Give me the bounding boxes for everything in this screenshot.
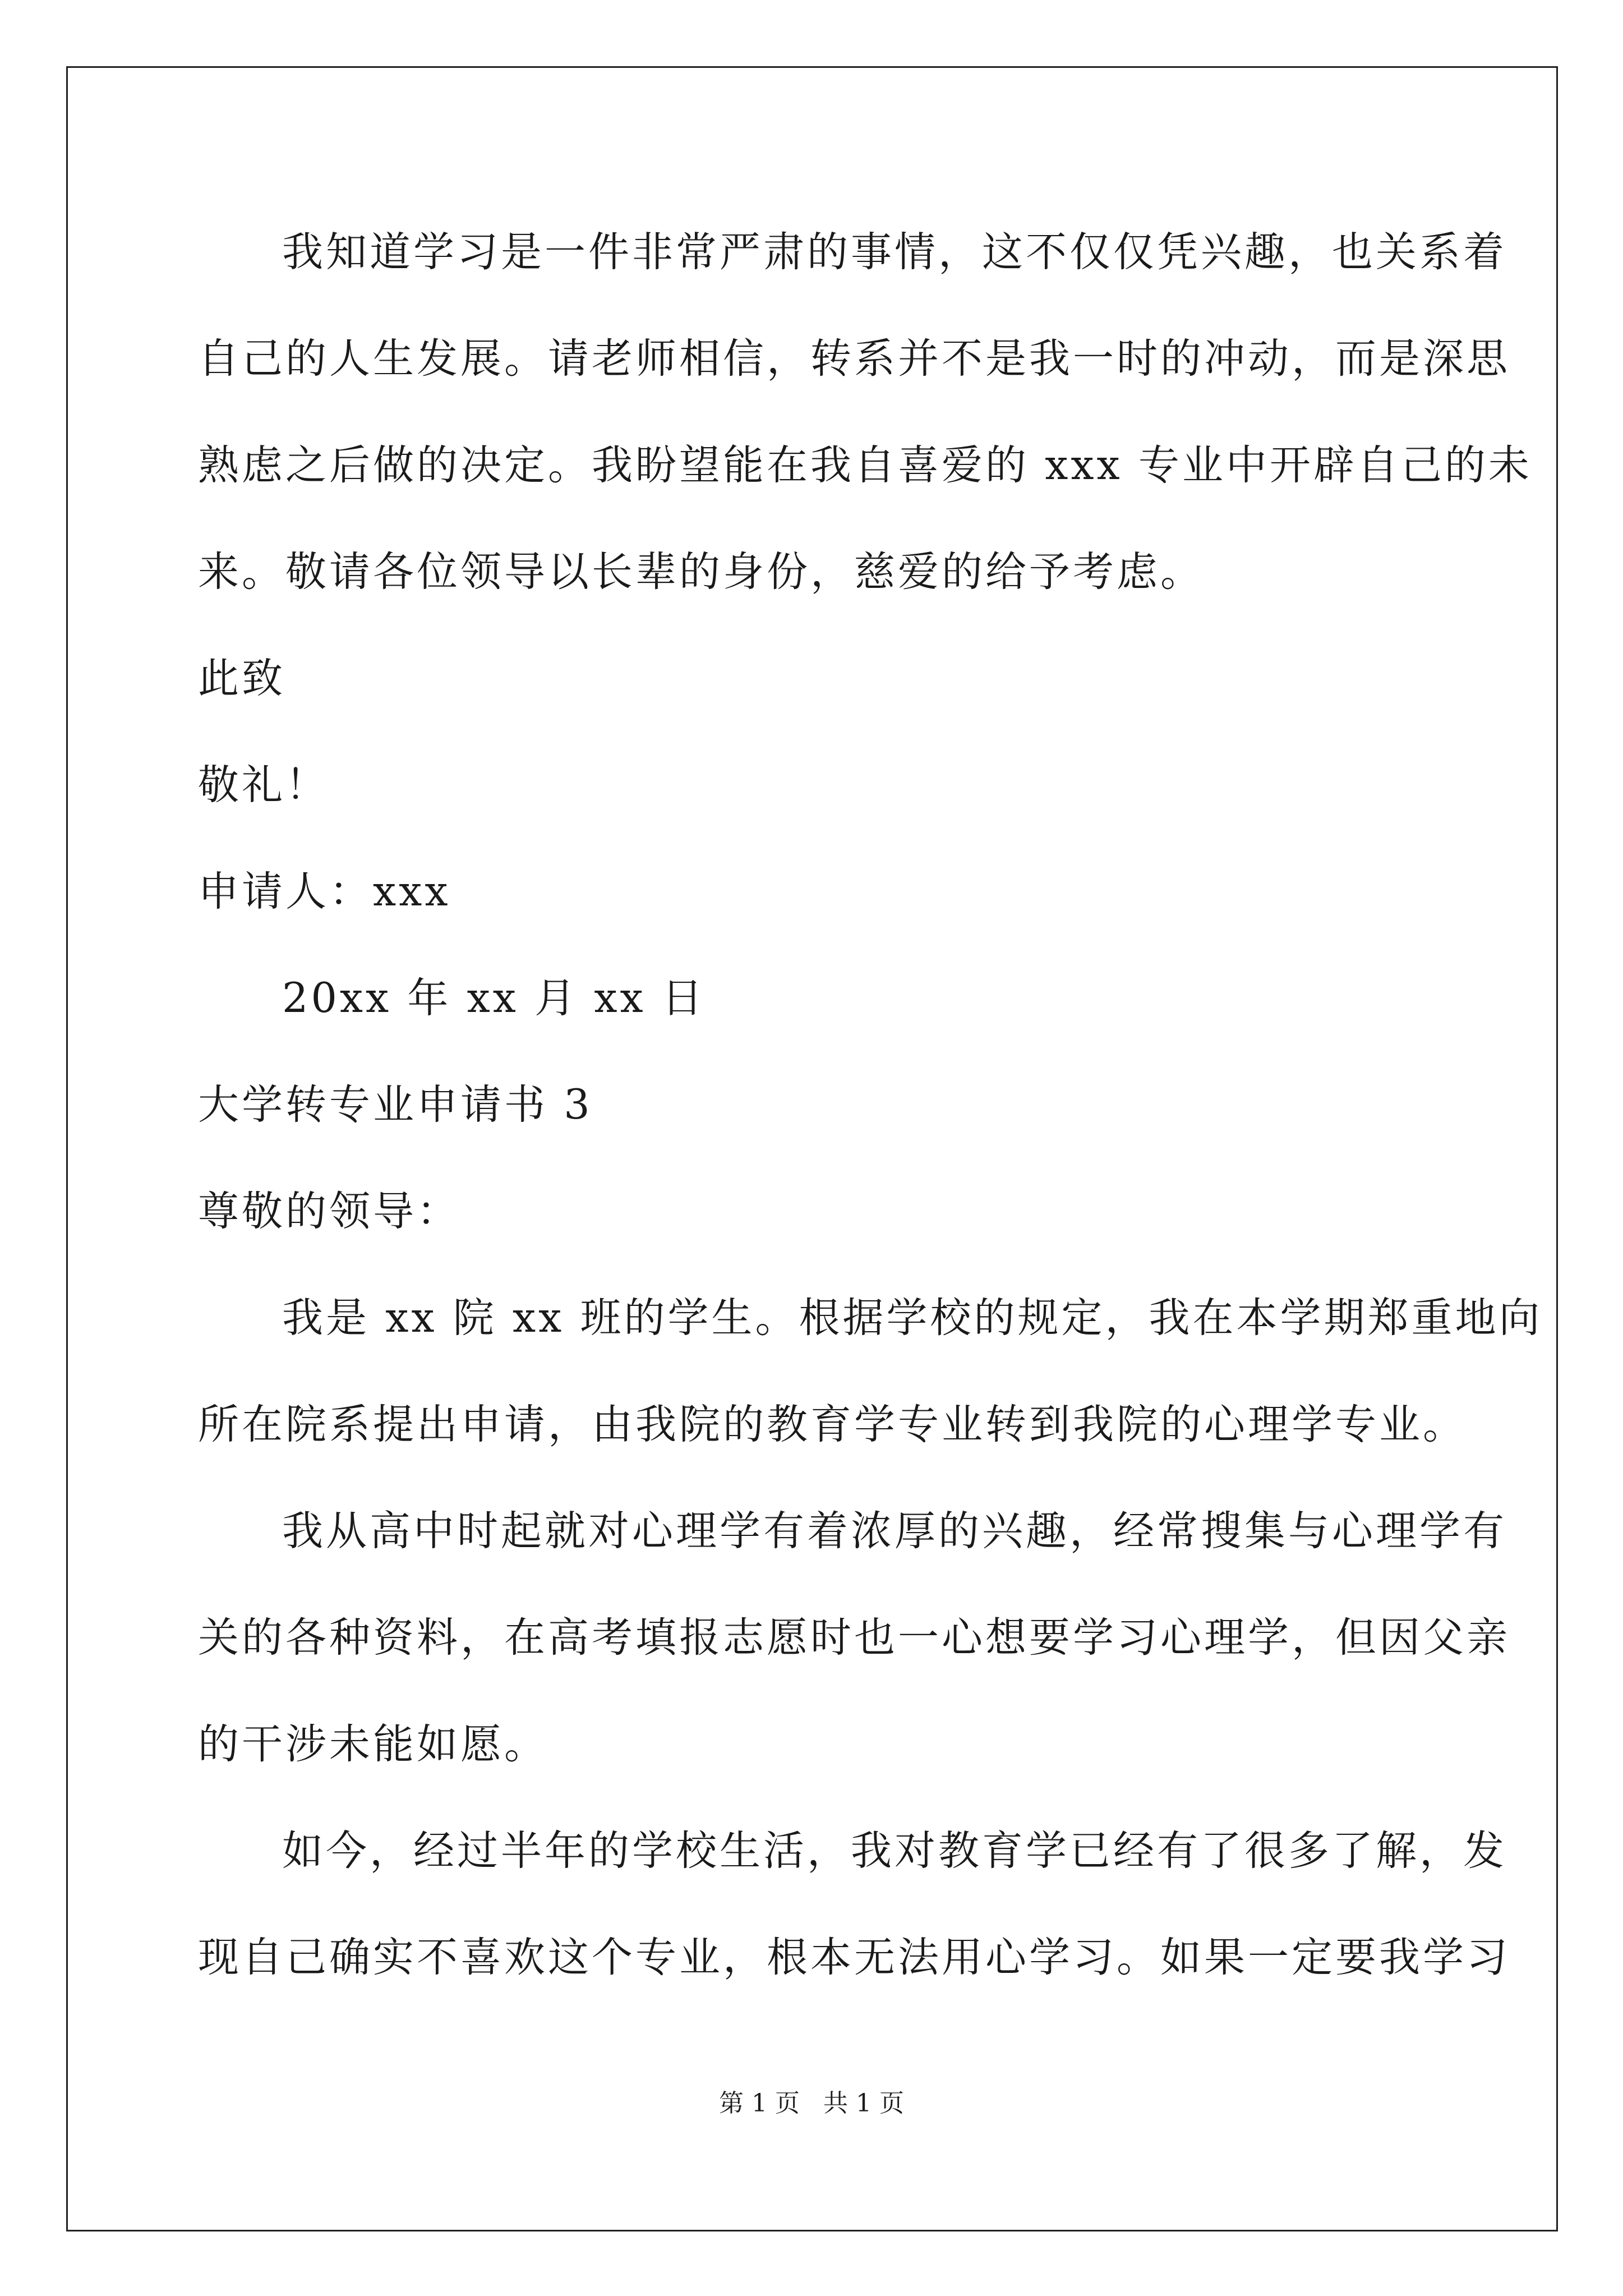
letter-date: 20xx 年 xx 月 xx 日 (282, 974, 706, 1022)
page-footer: 第 1 页 共 1 页 (719, 2089, 904, 2118)
paragraph-line: 关的各种资料，在高考填报志愿时也一心想要学习心理学，但因父亲 (198, 1614, 1510, 1662)
paragraph-line: 我从高中时起就对心理学有着浓厚的兴趣，经常搜集与心理学有 (282, 1507, 1507, 1555)
paragraph-line: 来。敬请各位领导以长辈的身份，慈爱的给予考虑。 (198, 548, 1204, 596)
paragraph-line: 的干涉未能如愿。 (198, 1720, 548, 1768)
paragraph-line: 熟虑之后做的决定。我盼望能在我自喜爱的 xxx 专业中开辟自己的未 (198, 441, 1532, 489)
paragraph-line: 我是 xx 院 xx 班的学生。根据学校的规定，我在本学期郑重地向 (282, 1294, 1543, 1342)
paragraph-line: 我知道学习是一件非常严肃的事情，这不仅仅凭兴趣，也关系着 (282, 228, 1507, 276)
closing-regards: 敬礼！ (198, 761, 329, 809)
applicant-signature: 申请人：xxx (198, 868, 451, 915)
paragraph-line: 所在院系提出申请，由我院的教育学专业转到我院的心理学专业。 (198, 1401, 1467, 1448)
paragraph-line: 现自己确实不喜欢这个专业，根本无法用心学习。如果一定要我学习 (198, 1934, 1510, 1981)
closing-salutation: 此致 (198, 655, 285, 702)
document-body (198, 219, 1543, 2031)
letter-greeting: 尊敬的领导： (198, 1188, 460, 1235)
section-title: 大学转专业申请书 3 (198, 1081, 593, 1129)
paragraph-line: 自己的人生发展。请老师相信，转系并不是我一时的冲动，而是深思 (198, 335, 1510, 383)
paragraph-line: 如今，经过半年的学校生活，我对教育学已经有了很多了解，发 (282, 1827, 1507, 1875)
